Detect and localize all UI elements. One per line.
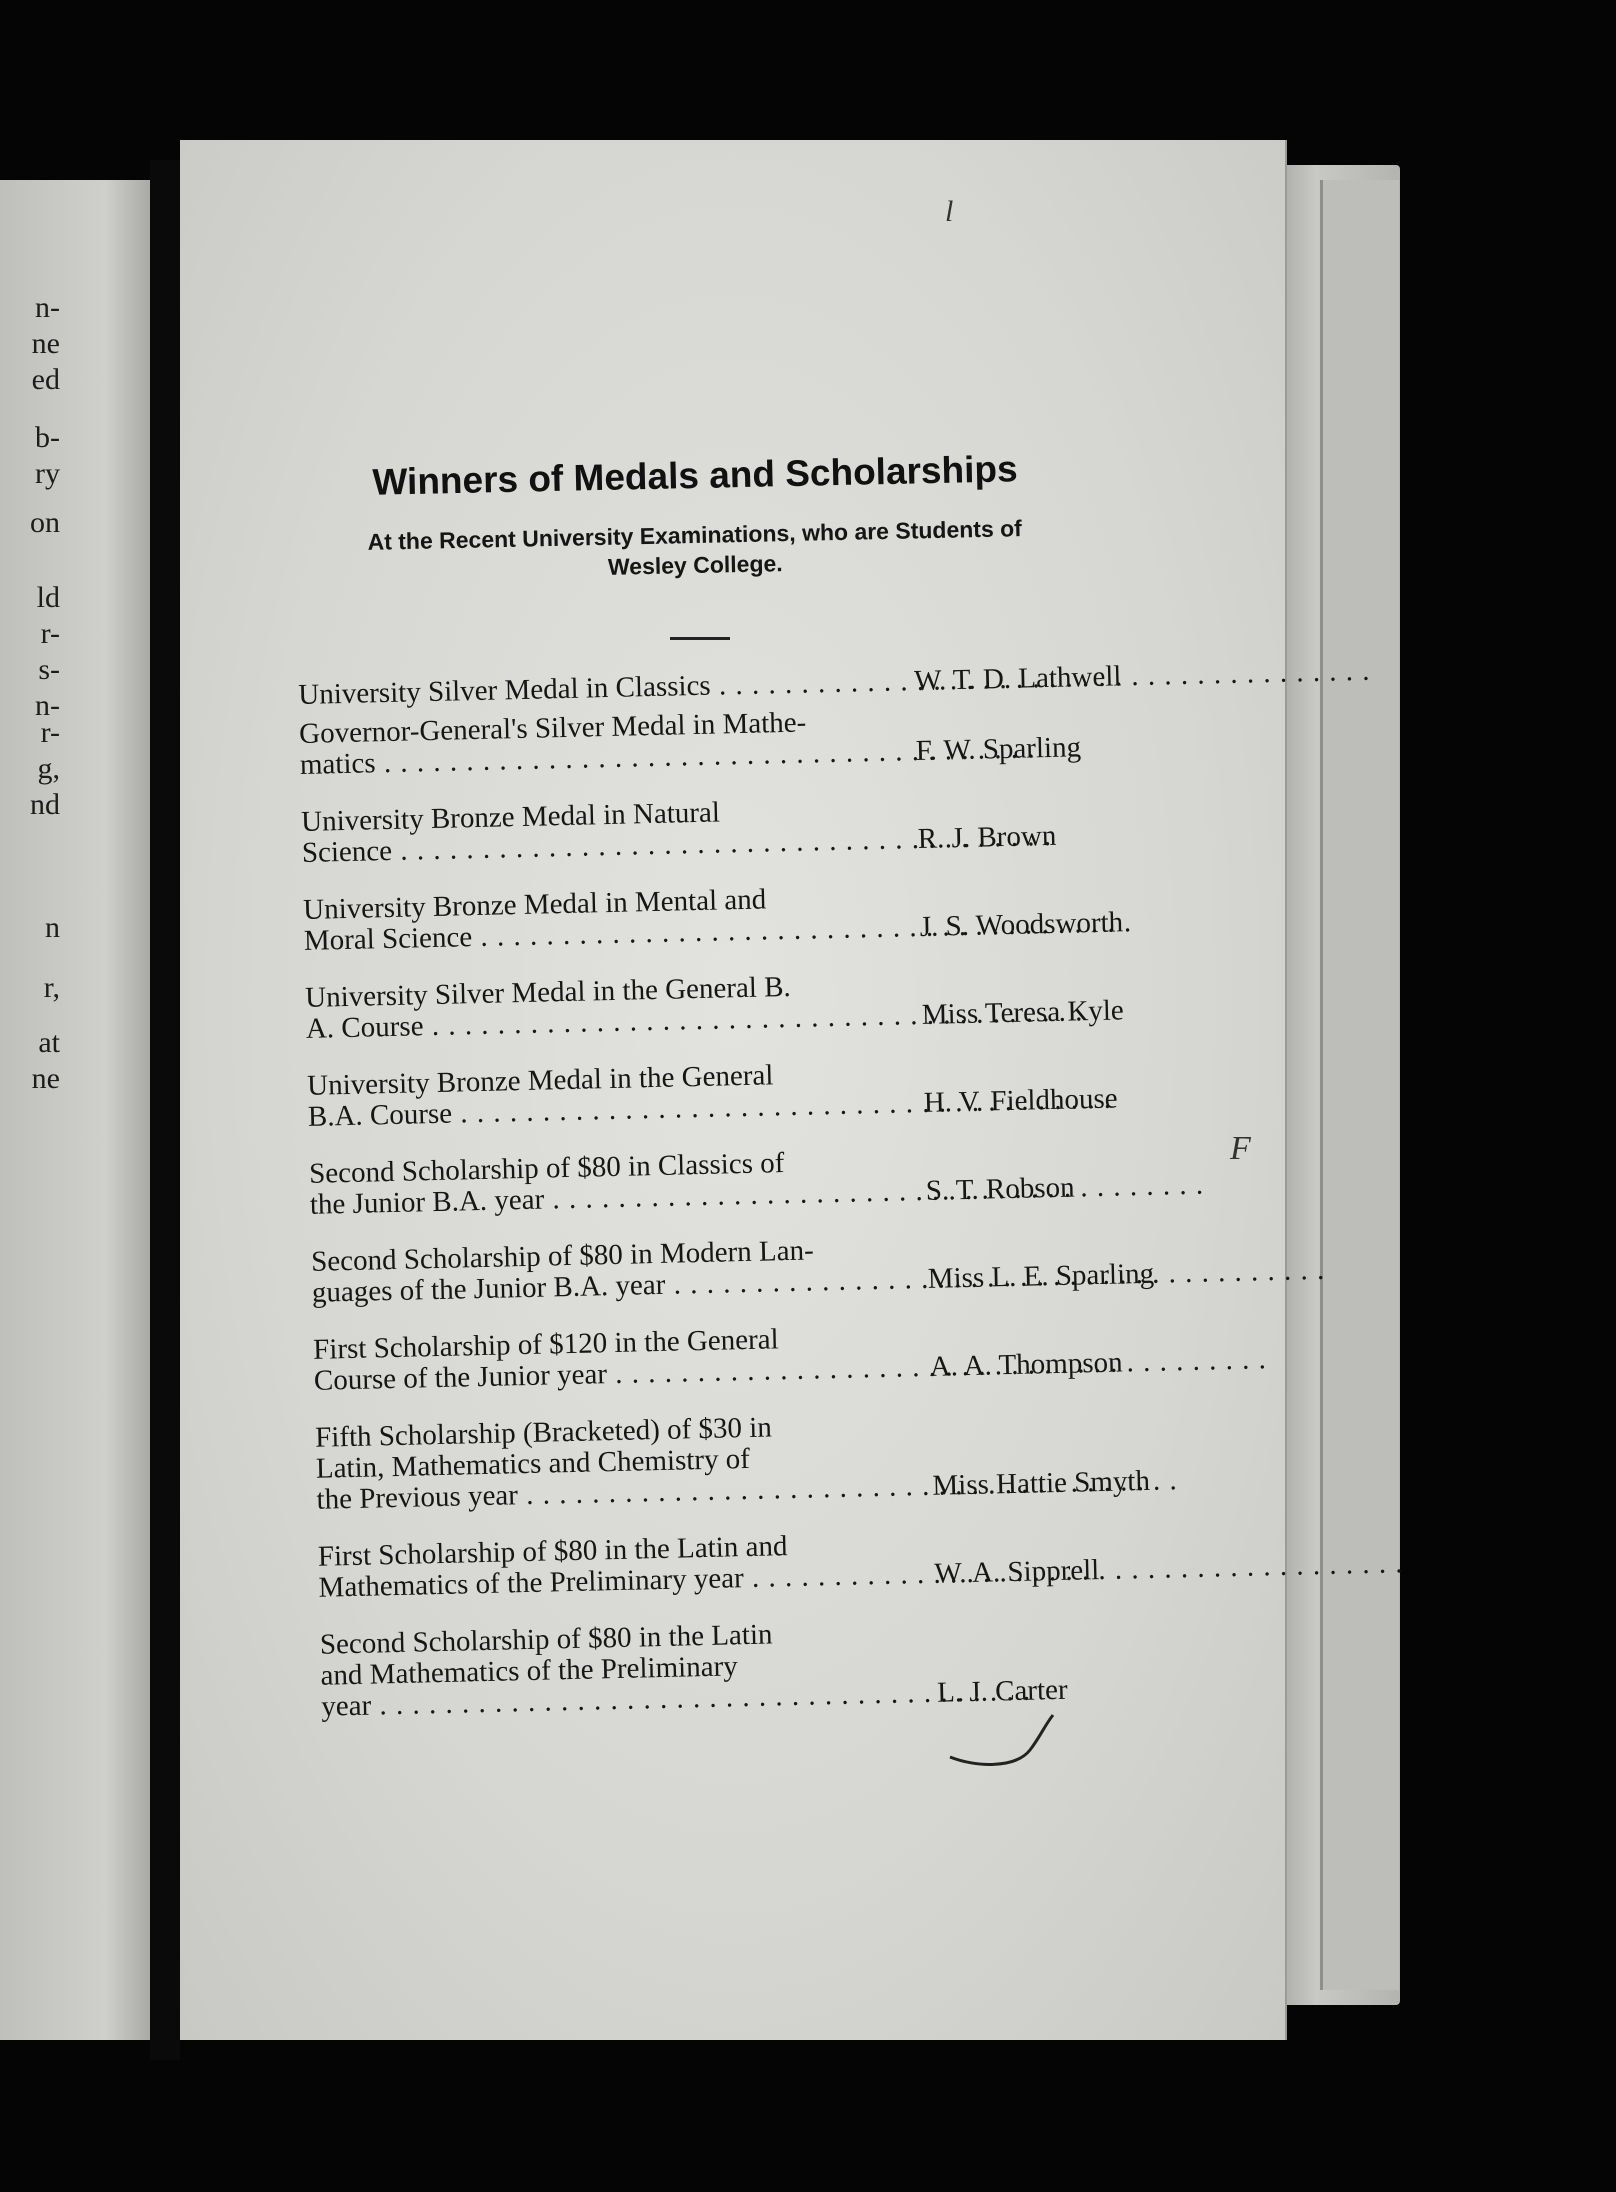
fragment-line: s- bbox=[38, 653, 60, 686]
award-title bbox=[320, 1616, 934, 1723]
previous-page bbox=[0, 180, 150, 2040]
main-page bbox=[180, 140, 1285, 2040]
award-winner: W. T. D. Lathwell bbox=[913, 660, 1122, 698]
award-title bbox=[298, 666, 911, 711]
previous-page-text-fragment bbox=[0, 290, 60, 398]
award-title-line: Second Scholarship of $80 in the Latin bbox=[319, 1618, 773, 1661]
award-title bbox=[311, 1233, 924, 1309]
award-entry bbox=[301, 788, 1132, 869]
award-title bbox=[313, 1321, 926, 1397]
fragment-line: on bbox=[30, 506, 60, 539]
award-winner: H. V. Fieldhouse bbox=[923, 1082, 1118, 1119]
award-title-line: Latin, Mathematics and Chemistry of bbox=[315, 1442, 751, 1485]
award-title-line: University Bronze Medal in the General bbox=[306, 1059, 774, 1102]
award-title bbox=[301, 793, 914, 869]
fragment-line: r, bbox=[43, 971, 60, 1004]
award-winner: A. A. Thompson bbox=[929, 1346, 1123, 1383]
book-gutter bbox=[150, 160, 180, 2060]
previous-page-text-fragment bbox=[0, 970, 60, 1006]
award-title-line: the Previous year . . . bbox=[368, 1471, 929, 1515]
award-title-line: University Bronze Medal in Mental and bbox=[302, 883, 767, 926]
previous-page-text-fragment bbox=[0, 910, 60, 946]
award-title-line: Second Scholarship of $80 in Classics of bbox=[308, 1147, 785, 1190]
subtitle-line-2: Wesley College. bbox=[607, 550, 783, 580]
award-title-line: the Junior B.A. year . . . bbox=[362, 1176, 923, 1220]
fragment-line: b- bbox=[35, 421, 60, 454]
award-entry bbox=[318, 1523, 1149, 1604]
award-winner: F. W. Sparling bbox=[915, 731, 1082, 767]
pencil-mark-side: F bbox=[1230, 1130, 1251, 1167]
fragment-line: r- bbox=[40, 617, 60, 650]
award-winner: R. J. Brown bbox=[917, 819, 1057, 855]
fragment-line: n- bbox=[35, 689, 60, 722]
award-winner: Miss Teresa Kyle bbox=[921, 994, 1125, 1031]
award-winner: Miss L. E. Sparling bbox=[927, 1257, 1155, 1295]
award-title-line: Fifth Scholarship (Bracketed) of $30 in bbox=[314, 1411, 773, 1454]
fragment-line: g, bbox=[37, 752, 60, 785]
award-title-line: Governor-General's Silver Medal in Mathe- bbox=[298, 706, 807, 750]
fragment-line: ne bbox=[31, 1062, 60, 1095]
award-winner: Miss Hattie Smyth bbox=[932, 1464, 1151, 1502]
fragment-line: r- bbox=[40, 716, 60, 749]
previous-page-text-fragment bbox=[0, 505, 60, 541]
award-title-line: University Bronze Medal in Natural bbox=[300, 796, 721, 838]
award-title-line: Mathematics of the Preliminary year . . . bbox=[370, 1559, 931, 1603]
award-entry bbox=[307, 1052, 1138, 1133]
fragment-line: nd bbox=[30, 788, 60, 821]
page-title: Winners of Medals and Scholarships bbox=[372, 448, 1018, 503]
fragment-line: ed bbox=[31, 363, 60, 396]
back-page-edge-inner bbox=[1320, 180, 1399, 1990]
award-entry bbox=[310, 1228, 1155, 1309]
award-title-line: guages of the Junior B.A. year . . . bbox=[364, 1264, 925, 1308]
award-winner: L. J. Carter bbox=[936, 1673, 1068, 1709]
previous-page-text-fragment bbox=[0, 715, 60, 823]
award-title-line: Second Scholarship of $80 in Modern Lan- bbox=[310, 1234, 815, 1278]
award-entry bbox=[305, 964, 1136, 1045]
award-entry bbox=[314, 1404, 1151, 1516]
award-title-line: and Mathematics of the Preliminary bbox=[320, 1650, 739, 1692]
award-title bbox=[315, 1409, 929, 1516]
award-title-line: University Silver Medal in Classics . . . bbox=[350, 666, 911, 710]
award-title-line: First Scholarship of $80 in the Latin and bbox=[317, 1530, 788, 1573]
award-title-line: Science . . . bbox=[354, 824, 915, 868]
awards-list bbox=[297, 660, 1155, 1723]
fragment-line: n bbox=[45, 911, 60, 944]
award-entry bbox=[313, 1316, 1144, 1397]
subtitle-line-1: At the Recent University Examinations, who are Students of bbox=[367, 515, 1023, 555]
previous-page-text-fragment bbox=[0, 580, 60, 724]
award-entry bbox=[303, 876, 1134, 957]
award-title bbox=[303, 881, 916, 957]
award-title-line: Moral Science . . . bbox=[356, 912, 917, 956]
award-title-line: B.A. Course . . . bbox=[360, 1088, 921, 1132]
award-title-line: Course of the Junior year . . . bbox=[366, 1352, 927, 1396]
award-entry bbox=[299, 700, 1130, 781]
award-title bbox=[305, 969, 918, 1045]
fragment-line: ld bbox=[36, 581, 60, 614]
title-divider bbox=[670, 637, 730, 640]
award-entry bbox=[309, 1140, 1140, 1221]
award-title-line: year . . . bbox=[373, 1678, 934, 1722]
award-winner: S. T. Robson bbox=[925, 1171, 1075, 1207]
page-subtitle bbox=[294, 512, 1095, 589]
award-title-line: matics . . . bbox=[352, 736, 913, 780]
award-winner: J. S. Woodsworth bbox=[919, 906, 1124, 943]
award-title bbox=[318, 1528, 931, 1604]
award-title bbox=[299, 705, 912, 781]
fragment-line: ry bbox=[35, 457, 60, 490]
fragment-line: n- bbox=[35, 291, 60, 324]
previous-page-text-fragment bbox=[0, 420, 60, 492]
fragment-line: at bbox=[38, 1026, 60, 1059]
award-title bbox=[309, 1145, 922, 1221]
pencil-flourish bbox=[945, 1705, 1065, 1775]
previous-page-text-fragment bbox=[0, 1025, 60, 1097]
award-title bbox=[307, 1057, 920, 1133]
award-title-line: First Scholarship of $120 in the General bbox=[312, 1323, 779, 1366]
award-title-line: A. Course . . . bbox=[358, 1000, 919, 1044]
award-title-line: University Silver Medal in the General B. bbox=[304, 970, 792, 1014]
pencil-mark-top: l bbox=[945, 195, 954, 228]
award-winner: W. A. Sipprell bbox=[934, 1554, 1100, 1590]
fragment-line: ne bbox=[31, 327, 60, 360]
